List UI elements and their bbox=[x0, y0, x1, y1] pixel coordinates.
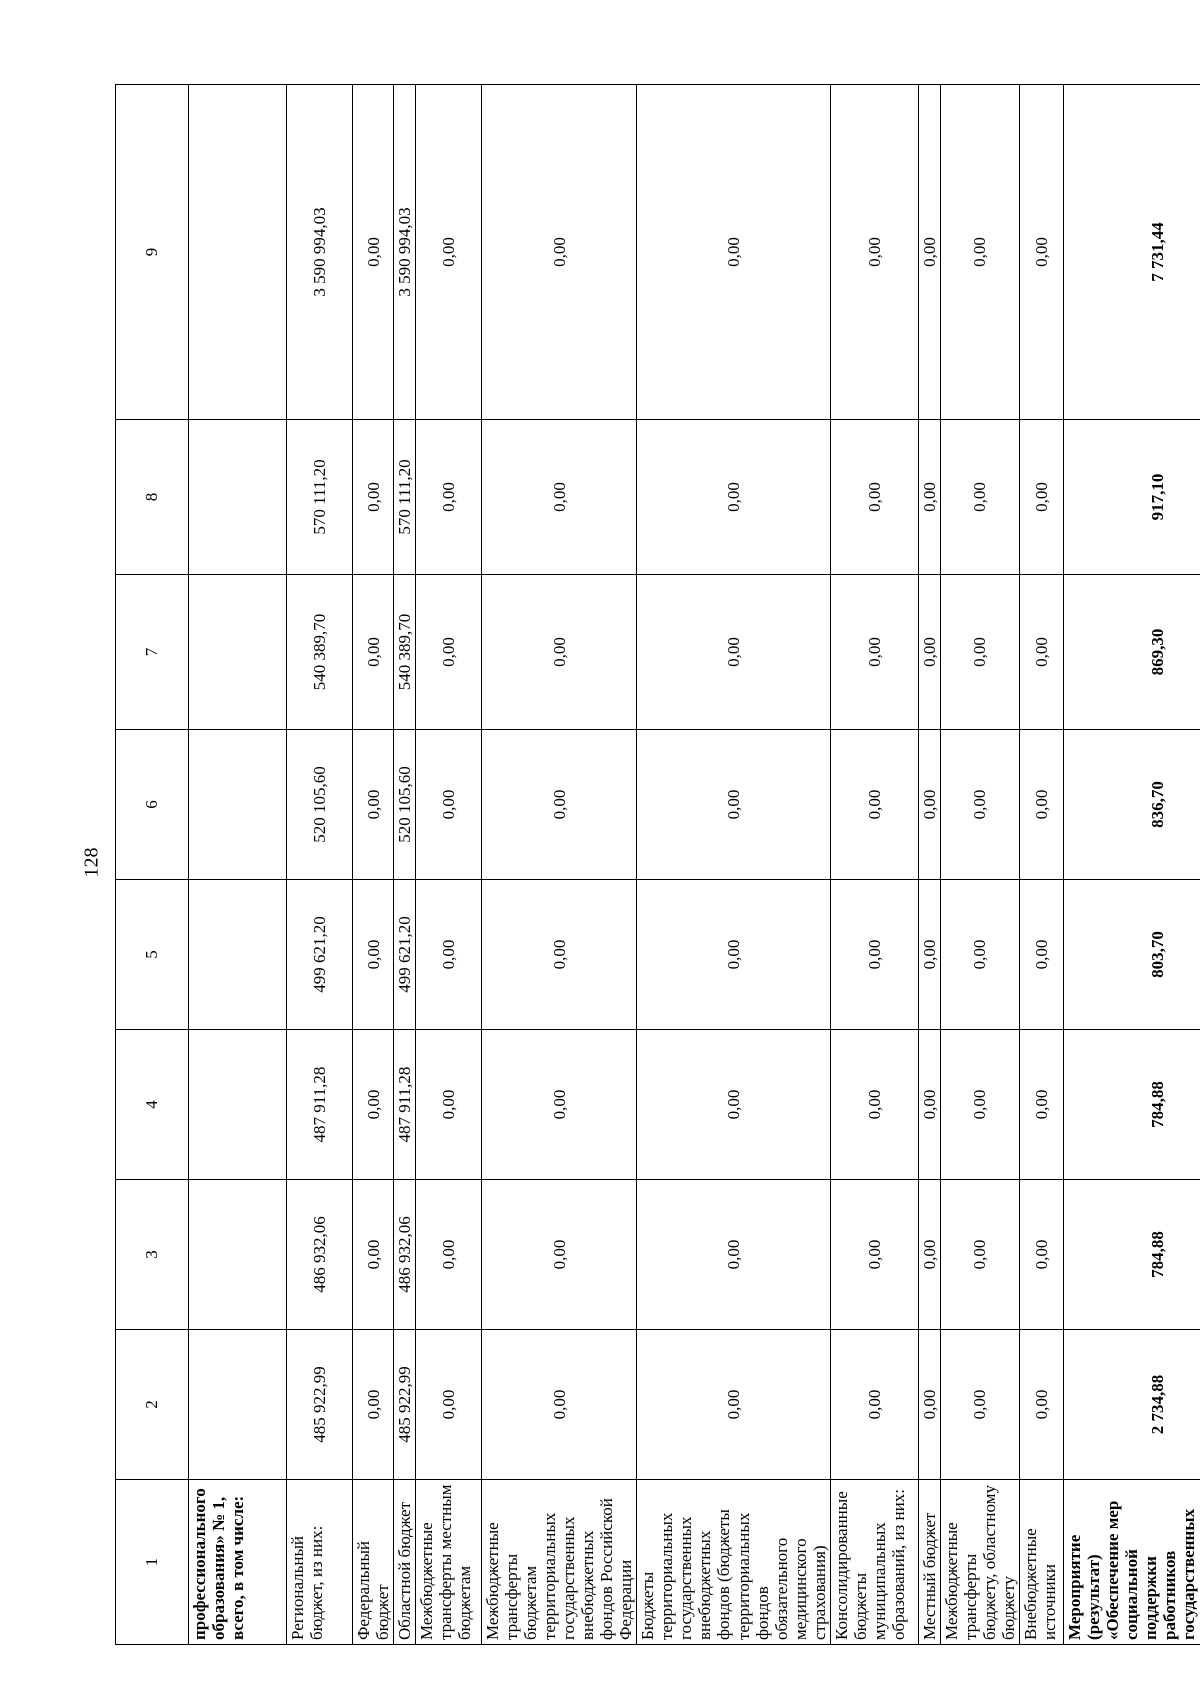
table-row bbox=[353, 85, 394, 1645]
row-label: Федеральный бюджет bbox=[353, 1480, 394, 1645]
table-cell: 0,00 bbox=[830, 1030, 918, 1180]
table-cell: 0,00 bbox=[637, 420, 830, 575]
column-number: 7 bbox=[116, 575, 189, 730]
table-cell: 0,00 bbox=[830, 575, 918, 730]
table-cell: 0,00 bbox=[416, 880, 482, 1030]
table-cell bbox=[189, 1330, 287, 1480]
column-number: 9 bbox=[116, 85, 189, 420]
column-number: 5 bbox=[116, 880, 189, 1030]
table-cell bbox=[189, 1180, 287, 1330]
table-cell: 487 911,28 bbox=[287, 1030, 353, 1180]
table-cell: 520 105,60 bbox=[287, 730, 353, 880]
table-cell: 0,00 bbox=[353, 420, 394, 575]
row-label: Мероприятие (результат) «Обеспечение мер социальной поддержки работников государственных bbox=[1063, 1480, 1200, 1645]
table-cell bbox=[189, 85, 287, 420]
table-cell: 0,00 bbox=[830, 85, 918, 420]
header-row bbox=[116, 85, 189, 1645]
table-cell: 486 932,06 bbox=[287, 1180, 353, 1330]
table-cell: 0,00 bbox=[353, 880, 394, 1030]
row-label: Консолидированные бюджеты муниципальных образований, из них: bbox=[830, 1480, 918, 1645]
table-row bbox=[287, 85, 353, 1645]
table-cell: 0,00 bbox=[918, 85, 940, 420]
table-cell: 0,00 bbox=[416, 85, 482, 420]
table-cell: 0,00 bbox=[482, 880, 637, 1030]
table-cell: 0,00 bbox=[416, 575, 482, 730]
table-cell: 540 389,70 bbox=[287, 575, 353, 730]
table-cell: 485 922,99 bbox=[394, 1330, 416, 1480]
table-cell: 0,00 bbox=[918, 420, 940, 575]
table-cell: 0,00 bbox=[353, 575, 394, 730]
table-cell: 0,00 bbox=[637, 575, 830, 730]
table-cell: 0,00 bbox=[940, 880, 1019, 1030]
row-label: Межбюджетные трансферты местным бюджетам bbox=[416, 1480, 482, 1645]
table-cell: 0,00 bbox=[1019, 420, 1063, 575]
table-cell: 0,00 bbox=[940, 1030, 1019, 1180]
row-label: Региональный бюджет, из них: bbox=[287, 1480, 353, 1645]
table-cell: 0,00 bbox=[918, 1330, 940, 1480]
table-cell: 0,00 bbox=[940, 1180, 1019, 1330]
row-label: профессионального образования» № 1, всего, в том числе: bbox=[189, 1480, 287, 1645]
column-number: 3 bbox=[116, 1180, 189, 1330]
table-cell: 0,00 bbox=[830, 1330, 918, 1480]
table-cell bbox=[189, 880, 287, 1030]
table-row bbox=[394, 85, 416, 1645]
row-label: Областной бюджет bbox=[394, 1480, 416, 1645]
table-cell bbox=[189, 1030, 287, 1180]
table-cell: 0,00 bbox=[482, 1030, 637, 1180]
table-cell: 0,00 bbox=[940, 420, 1019, 575]
table-row bbox=[637, 85, 830, 1645]
table-cell: 0,00 bbox=[1019, 880, 1063, 1030]
table-cell: 0,00 bbox=[830, 420, 918, 575]
table-row bbox=[416, 85, 482, 1645]
table-cell: 0,00 bbox=[830, 880, 918, 1030]
table-cell: 487 911,28 bbox=[394, 1030, 416, 1180]
table-row bbox=[918, 85, 940, 1645]
column-number: 2 bbox=[116, 1330, 189, 1480]
table-cell: 0,00 bbox=[940, 575, 1019, 730]
column-number: 1 bbox=[116, 1480, 189, 1645]
table-cell: 0,00 bbox=[918, 1030, 940, 1180]
column-number: 4 bbox=[116, 1030, 189, 1180]
table-cell: 0,00 bbox=[637, 1330, 830, 1480]
row-label: Местный бюджет bbox=[918, 1480, 940, 1645]
table-cell: 2 734,88 bbox=[1063, 1330, 1200, 1480]
table-cell: 0,00 bbox=[482, 420, 637, 575]
table-row bbox=[940, 85, 1019, 1645]
table-row bbox=[189, 85, 287, 1645]
row-label: Бюджеты территориальных государственных внебюджетных фондов (бюджеты территориальных фондов обязательного медицинского страхования) bbox=[637, 1480, 830, 1645]
table-cell: 3 590 994,03 bbox=[287, 85, 353, 420]
table-cell: 540 389,70 bbox=[394, 575, 416, 730]
table-cell: 499 621,20 bbox=[394, 880, 416, 1030]
table-cell: 0,00 bbox=[940, 85, 1019, 420]
budget-table bbox=[115, 84, 1200, 1645]
table-cell: 0,00 bbox=[482, 85, 637, 420]
table-cell: 0,00 bbox=[940, 730, 1019, 880]
column-number: 8 bbox=[116, 420, 189, 575]
table-cell: 0,00 bbox=[637, 1180, 830, 1330]
table-cell: 784,88 bbox=[1063, 1180, 1200, 1330]
table-cell: 0,00 bbox=[416, 1330, 482, 1480]
table-cell: 0,00 bbox=[637, 1030, 830, 1180]
table-cell: 0,00 bbox=[637, 730, 830, 880]
table-cell: 803,70 bbox=[1063, 880, 1200, 1030]
table-cell: 0,00 bbox=[637, 85, 830, 420]
table-cell: 0,00 bbox=[830, 1180, 918, 1330]
table-cell bbox=[189, 575, 287, 730]
table-cell: 0,00 bbox=[1019, 1180, 1063, 1330]
table-cell: 784,88 bbox=[1063, 1030, 1200, 1180]
table-cell: 0,00 bbox=[482, 1330, 637, 1480]
table-cell: 0,00 bbox=[416, 1180, 482, 1330]
table-cell: 0,00 bbox=[918, 1180, 940, 1330]
row-label: Межбюджетные трансферты бюджетам территориальных государственных внебюджетных фондов Российской Федерации bbox=[482, 1480, 637, 1645]
table-cell: 0,00 bbox=[637, 880, 830, 1030]
table-cell: 0,00 bbox=[1019, 1030, 1063, 1180]
table-cell: 0,00 bbox=[918, 880, 940, 1030]
row-label: Внебюджетные источники bbox=[1019, 1480, 1063, 1645]
table-cell: 0,00 bbox=[1019, 730, 1063, 880]
table-cell bbox=[189, 420, 287, 575]
table-cell: 570 111,20 bbox=[394, 420, 416, 575]
table-cell bbox=[189, 730, 287, 880]
table-cell: 486 932,06 bbox=[394, 1180, 416, 1330]
table-cell: 485 922,99 bbox=[287, 1330, 353, 1480]
page-number: 128 bbox=[80, 847, 103, 878]
table-cell: 0,00 bbox=[416, 420, 482, 575]
row-label: Межбюджетные трансферты бюджету, областному бюджету bbox=[940, 1480, 1019, 1645]
table-cell: 0,00 bbox=[1019, 575, 1063, 730]
table-cell: 499 621,20 bbox=[287, 880, 353, 1030]
table-cell: 0,00 bbox=[1019, 1330, 1063, 1480]
table-cell: 869,30 bbox=[1063, 575, 1200, 730]
table-cell: 0,00 bbox=[1019, 85, 1063, 420]
table-cell: 0,00 bbox=[353, 1180, 394, 1330]
table-cell: 0,00 bbox=[940, 1330, 1019, 1480]
table-row bbox=[1019, 85, 1063, 1645]
table-cell: 0,00 bbox=[482, 730, 637, 880]
table-cell: 0,00 bbox=[353, 730, 394, 880]
table-cell: 917,10 bbox=[1063, 420, 1200, 575]
table-row bbox=[830, 85, 918, 1645]
table-cell: 0,00 bbox=[353, 1330, 394, 1480]
table-cell: 0,00 bbox=[482, 575, 637, 730]
table-cell: 0,00 bbox=[482, 1180, 637, 1330]
table-cell: 520 105,60 bbox=[394, 730, 416, 880]
column-number: 6 bbox=[116, 730, 189, 880]
budget-table-rotated bbox=[115, 105, 1198, 1645]
table-cell: 0,00 bbox=[353, 1030, 394, 1180]
table-cell: 0,00 bbox=[416, 730, 482, 880]
table-cell: 836,70 bbox=[1063, 730, 1200, 880]
table-cell: 7 731,44 bbox=[1063, 85, 1200, 420]
table-cell: 3 590 994,03 bbox=[394, 85, 416, 420]
table-cell: 0,00 bbox=[416, 1030, 482, 1180]
table-cell: 0,00 bbox=[353, 85, 394, 420]
table-cell: 570 111,20 bbox=[287, 420, 353, 575]
table-cell: 0,00 bbox=[830, 730, 918, 880]
table-cell: 0,00 bbox=[918, 730, 940, 880]
table-row bbox=[1063, 85, 1200, 1645]
table-row bbox=[482, 85, 637, 1645]
table-cell: 0,00 bbox=[918, 575, 940, 730]
